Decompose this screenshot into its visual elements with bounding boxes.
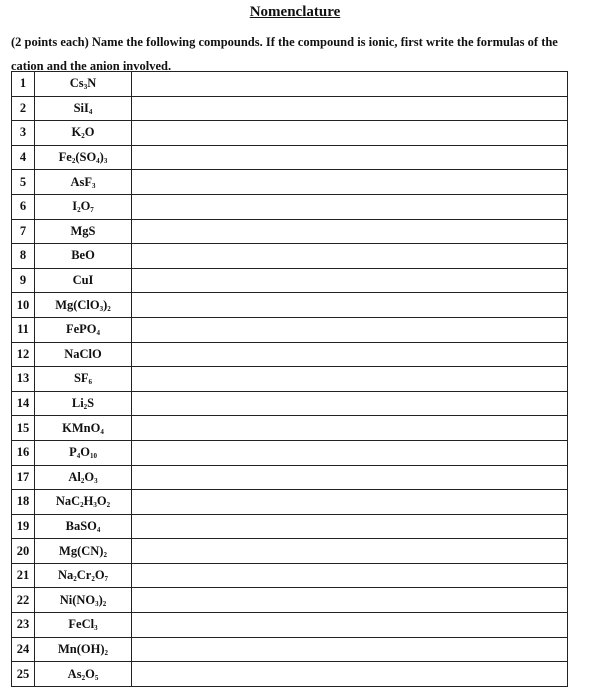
row-number: 14	[12, 391, 35, 416]
instructions: (2 points each) Name the following compounds. If the compound is ionic, first write the formulas of the cation and the anion involved.	[11, 35, 558, 73]
table-row	[12, 613, 568, 638]
table-row	[12, 121, 568, 146]
compound-formula: CuI	[35, 268, 132, 293]
answer-cell[interactable]	[132, 72, 568, 97]
compound-formula: MgS	[35, 219, 132, 244]
table-row	[12, 317, 568, 342]
compound-formula: $K_2O$	[35, 121, 132, 146]
table-row	[12, 391, 568, 416]
compound-formula: $SF_6$	[35, 367, 132, 392]
table-row	[12, 637, 568, 662]
answer-cell[interactable]	[132, 317, 568, 342]
answer-cell[interactable]	[132, 194, 568, 219]
compound-formula: AsF$_3$	[35, 170, 132, 195]
row-number: 4	[12, 145, 35, 170]
table-row	[12, 514, 568, 539]
row-number: 7	[12, 219, 35, 244]
compound-formula: $Mg(ClO_3)_2$	[35, 293, 132, 318]
answer-cell[interactable]	[132, 367, 568, 392]
answer-cell[interactable]	[132, 219, 568, 244]
compound-formula: $I_2O_7$	[35, 194, 132, 219]
answer-cell[interactable]	[132, 637, 568, 662]
compound-formula: FePO$_4$	[35, 317, 132, 342]
answer-cell[interactable]	[132, 662, 568, 687]
answer-cell[interactable]	[132, 170, 568, 195]
compound-formula: $Na_2Cr_2O_7$	[35, 563, 132, 588]
compound-formula: $Ni(NO_3)_2$	[35, 588, 132, 613]
row-number: 18	[12, 490, 35, 515]
page-title: Nomenclature	[249, 4, 341, 20]
row-number: 19	[12, 514, 35, 539]
table-row	[12, 490, 568, 515]
answer-cell[interactable]	[132, 514, 568, 539]
table-row	[12, 194, 568, 219]
table-row	[12, 539, 568, 564]
row-number: 11	[12, 317, 35, 342]
table-row	[12, 145, 568, 170]
compound-formula: $As_2O_5$	[35, 662, 132, 687]
row-number: 9	[12, 268, 35, 293]
table-row	[12, 588, 568, 613]
compound-formula: KMnO$_4$	[35, 416, 132, 441]
answer-cell[interactable]	[132, 145, 568, 170]
answer-cell[interactable]	[132, 563, 568, 588]
compounds-table	[11, 71, 568, 687]
table-row	[12, 563, 568, 588]
row-number: 5	[12, 170, 35, 195]
table-row	[12, 72, 568, 97]
compound-formula: FeCl$_3$	[35, 613, 132, 638]
row-number: 24	[12, 637, 35, 662]
compound-formula: $Li_2S$	[35, 391, 132, 416]
answer-cell[interactable]	[132, 465, 568, 490]
row-number: 25	[12, 662, 35, 687]
answer-cell[interactable]	[132, 416, 568, 441]
row-number: 3	[12, 121, 35, 146]
row-number: 10	[12, 293, 35, 318]
compound-formula: BaSO$_4$	[35, 514, 132, 539]
table-row	[12, 219, 568, 244]
answer-cell[interactable]	[132, 121, 568, 146]
table-row	[12, 268, 568, 293]
answer-cell[interactable]	[132, 490, 568, 515]
table-row	[12, 342, 568, 367]
compound-formula: $Al_2O_3$	[35, 465, 132, 490]
answer-cell[interactable]	[132, 293, 568, 318]
table-row	[12, 440, 568, 465]
answer-cell[interactable]	[132, 588, 568, 613]
row-number: 23	[12, 613, 35, 638]
answer-cell[interactable]	[132, 440, 568, 465]
row-number: 20	[12, 539, 35, 564]
table-row	[12, 96, 568, 121]
answer-cell[interactable]	[132, 613, 568, 638]
table-row	[12, 416, 568, 441]
row-number: 13	[12, 367, 35, 392]
row-number: 16	[12, 440, 35, 465]
compound-formula: $Fe_2(SO_4)_3$	[35, 145, 132, 170]
answer-cell[interactable]	[132, 342, 568, 367]
compound-formula: SiI$_4$	[35, 96, 132, 121]
answer-cell[interactable]	[132, 539, 568, 564]
table-row	[12, 293, 568, 318]
compound-formula: $P_4O_{10}$	[35, 440, 132, 465]
compound-formula: NaClO	[35, 342, 132, 367]
answer-cell[interactable]	[132, 96, 568, 121]
row-number: 21	[12, 563, 35, 588]
compound-formula: $Mn(OH)_2$	[35, 637, 132, 662]
row-number: 22	[12, 588, 35, 613]
row-number: 12	[12, 342, 35, 367]
answer-cell[interactable]	[132, 244, 568, 269]
row-number: 6	[12, 194, 35, 219]
table-row	[12, 662, 568, 687]
compound-formula: $Mg(CN)_2$	[35, 539, 132, 564]
row-number: 2	[12, 96, 35, 121]
row-number: 1	[12, 72, 35, 97]
table-row	[12, 170, 568, 195]
table-row	[12, 465, 568, 490]
row-number: 15	[12, 416, 35, 441]
answer-cell[interactable]	[132, 268, 568, 293]
row-number: 17	[12, 465, 35, 490]
table-row	[12, 244, 568, 269]
row-number: 8	[12, 244, 35, 269]
compound-formula: $NaC_2H_3O_2$	[35, 490, 132, 515]
answer-cell[interactable]	[132, 391, 568, 416]
table-row	[12, 367, 568, 392]
compound-formula: $Cs_3N$	[35, 72, 132, 97]
compound-formula: BeO	[35, 244, 132, 269]
